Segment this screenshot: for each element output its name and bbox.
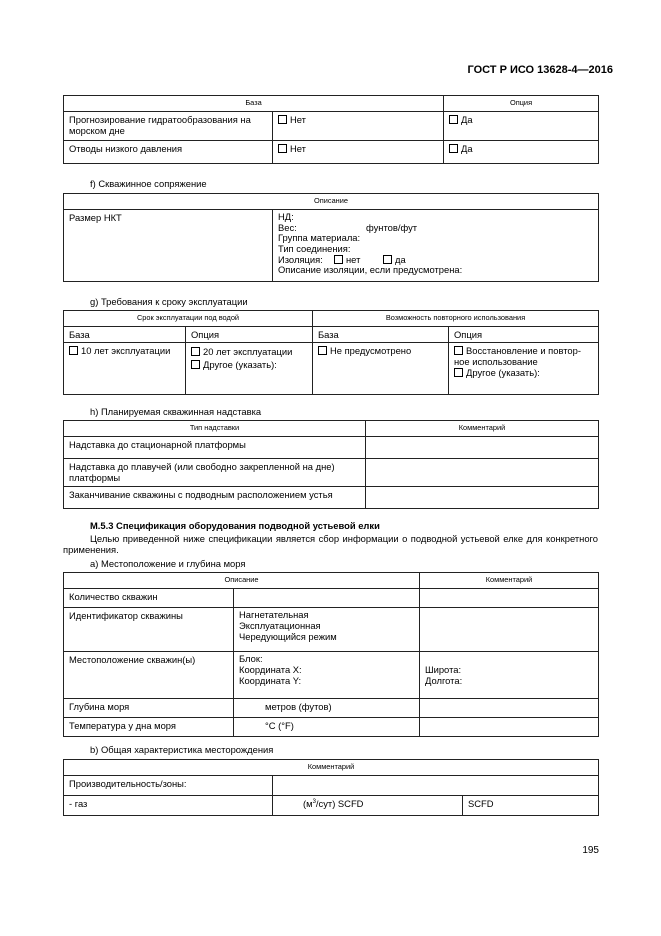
checkbox[interactable] bbox=[278, 144, 287, 153]
checkbox-label: 20 лет эксплуатации bbox=[203, 346, 293, 358]
temp-unit-cell bbox=[234, 717, 420, 736]
productivity-label: Производительность/зоны: bbox=[64, 775, 273, 795]
col-option-2: Опция bbox=[449, 326, 599, 342]
document-code: ГОСТ Р ИСО 13628-4—2016 bbox=[467, 64, 613, 76]
checkbox-label: Не предусмотрено bbox=[330, 345, 412, 357]
connection-type-label: Тип соединения: bbox=[278, 243, 351, 255]
col-option-1: Опция bbox=[186, 326, 313, 342]
well-id-label: Идентификатор скважины bbox=[64, 607, 234, 651]
checkbox-label: Нет bbox=[290, 113, 306, 125]
location-depth-table bbox=[63, 572, 599, 737]
section-h-caption: h) Планируемая скважинная надставка bbox=[90, 406, 262, 417]
checkbox[interactable] bbox=[69, 346, 78, 355]
base-option-table bbox=[63, 95, 599, 164]
depth-unit-cell bbox=[234, 698, 420, 717]
field-characteristics-table bbox=[63, 759, 599, 816]
latlon-cell bbox=[420, 651, 599, 698]
checkbox[interactable] bbox=[449, 144, 458, 153]
col-header-base: База bbox=[64, 96, 444, 112]
extension-row-label: Заканчивание скважины с подводным расположением устья bbox=[64, 486, 366, 508]
well-type: Чередующийся режим bbox=[239, 630, 337, 642]
option-no-cell bbox=[273, 111, 444, 140]
checkbox[interactable] bbox=[318, 346, 327, 355]
checkbox[interactable] bbox=[449, 115, 458, 124]
option-reuse-cell bbox=[449, 343, 599, 395]
col-header-comment: Комментарий bbox=[420, 573, 599, 589]
insulation-desc-label: Описание изоляции, если предусмотрена: bbox=[278, 264, 463, 276]
option-life-cell bbox=[186, 343, 313, 395]
insulation-no-label: нет bbox=[346, 253, 361, 265]
option-line bbox=[454, 367, 593, 378]
base-reuse-cell bbox=[313, 343, 449, 395]
weight-label: Вес: bbox=[278, 221, 297, 233]
page-number: 195 bbox=[582, 845, 599, 856]
well-types-cell bbox=[234, 607, 420, 651]
unit-sup: 3 bbox=[312, 798, 316, 805]
longitude-label: Долгота: bbox=[425, 674, 463, 686]
comment-cell bbox=[366, 436, 599, 458]
checkbox[interactable] bbox=[383, 255, 392, 264]
weight-unit: фунтов/фут bbox=[366, 221, 418, 233]
service-life-table bbox=[63, 310, 599, 395]
tubing-details-cell bbox=[273, 209, 599, 281]
checkbox-label-cont: ное использование bbox=[454, 356, 538, 368]
tubing-size-label: Размер НКТ bbox=[64, 209, 273, 281]
insulation-label: Изоляция: bbox=[278, 253, 323, 265]
comment-cell bbox=[420, 698, 599, 717]
col-header-type: Тип надставки bbox=[64, 421, 366, 437]
comment-cell bbox=[420, 717, 599, 736]
coords-cell bbox=[234, 651, 420, 698]
base-life-cell bbox=[64, 343, 186, 395]
temp-unit: °C (°F) bbox=[265, 719, 294, 731]
well-type: Эксплуатационная bbox=[239, 619, 321, 631]
comment-cell bbox=[366, 458, 599, 486]
section-b-caption: b) Общая характеристика месторождения bbox=[90, 744, 274, 755]
col-header-reuse: Возможность повторного использования bbox=[313, 311, 599, 327]
value-cell bbox=[234, 588, 420, 607]
option-line bbox=[191, 345, 307, 358]
checkbox-label: Нет bbox=[290, 142, 306, 154]
section-g-caption: g) Требования к сроку эксплуатации bbox=[90, 296, 248, 307]
option-line bbox=[454, 345, 593, 356]
insulation-yes-label: да bbox=[395, 253, 406, 265]
nd-label: НД: bbox=[278, 210, 294, 222]
sea-depth-label: Глубина моря bbox=[64, 698, 234, 717]
well-interface-table bbox=[63, 193, 599, 282]
block-label: Блок: bbox=[239, 652, 263, 664]
checkbox-label: Восстановление и повтор- bbox=[466, 345, 581, 357]
extension-row-label: Надставка до плавучей (или свободно закрепленной на дне) платформы bbox=[64, 458, 366, 486]
well-location-label: Местоположение скважин(ы) bbox=[64, 651, 234, 698]
checkbox-label: Другое (указать): bbox=[466, 367, 540, 379]
option-yes-cell bbox=[444, 140, 599, 163]
checkbox-label: 10 лет эксплуатации bbox=[81, 345, 171, 357]
well-count-label: Количество скважин bbox=[64, 588, 234, 607]
col-base-2: База bbox=[313, 326, 449, 342]
col-header-description: Описание bbox=[64, 573, 420, 589]
depth-unit: метров (футов) bbox=[265, 700, 332, 712]
section-title: М.5.3 Спецификация оборудования подводной устьевой елки bbox=[90, 520, 380, 531]
coord-y-label: Координата Y: bbox=[239, 674, 302, 686]
well-type: Нагнетательная bbox=[239, 608, 309, 620]
comment-cell bbox=[366, 486, 599, 508]
checkbox-label: Другое (указать): bbox=[203, 359, 277, 371]
checkbox[interactable] bbox=[454, 368, 463, 377]
section-paragraph: Целью приведенной ниже спецификации является сбор информации о подводной устьевой елке для конкретного применения. bbox=[63, 533, 598, 556]
col-header-service-life: Срок эксплуатации под водой bbox=[64, 311, 313, 327]
checkbox-label: Да bbox=[461, 113, 473, 125]
latitude-label: Широта: bbox=[425, 663, 462, 675]
coord-x-label: Координата X: bbox=[239, 663, 302, 675]
metric-unit-cell bbox=[273, 795, 463, 815]
checkbox[interactable] bbox=[191, 360, 200, 369]
checkbox[interactable] bbox=[334, 255, 343, 264]
unit-suffix: /сут) SCFD bbox=[315, 797, 364, 809]
imperial-unit-cell: SCFD bbox=[463, 795, 599, 815]
col-base-1: База bbox=[64, 326, 186, 342]
gas-label: - газ bbox=[64, 795, 273, 815]
checkbox[interactable] bbox=[278, 115, 287, 124]
section-f-caption: f) Скважинное сопряжение bbox=[90, 178, 207, 189]
col-header-comment: Комментарий bbox=[64, 760, 599, 776]
col-header-description: Описание bbox=[64, 194, 599, 210]
col-header-comment: Комментарий bbox=[366, 421, 599, 437]
row-label-hydrate: Прогнозирование гидратообразования на морском дне bbox=[64, 111, 273, 140]
row-label-low-pressure: Отводы низкого давления bbox=[64, 140, 273, 163]
well-extension-table bbox=[63, 420, 599, 509]
checkbox-label: Да bbox=[461, 142, 473, 154]
comment-cell bbox=[420, 588, 599, 607]
value-cell bbox=[273, 775, 599, 795]
option-no-cell bbox=[273, 140, 444, 163]
extension-row-label: Надставка до стационарной платформы bbox=[64, 436, 366, 458]
unit-prefix: (м bbox=[303, 797, 313, 809]
option-yes-cell bbox=[444, 111, 599, 140]
material-group-label: Группа материала: bbox=[278, 232, 361, 244]
section-a-caption: a) Местоположение и глубина моря bbox=[90, 558, 246, 569]
col-header-option: Опция bbox=[444, 96, 599, 112]
checkbox[interactable] bbox=[191, 347, 200, 356]
sea-temp-label: Температура у дна моря bbox=[64, 717, 234, 736]
option-line bbox=[191, 358, 307, 371]
comment-cell bbox=[420, 607, 599, 651]
checkbox[interactable] bbox=[454, 346, 463, 355]
